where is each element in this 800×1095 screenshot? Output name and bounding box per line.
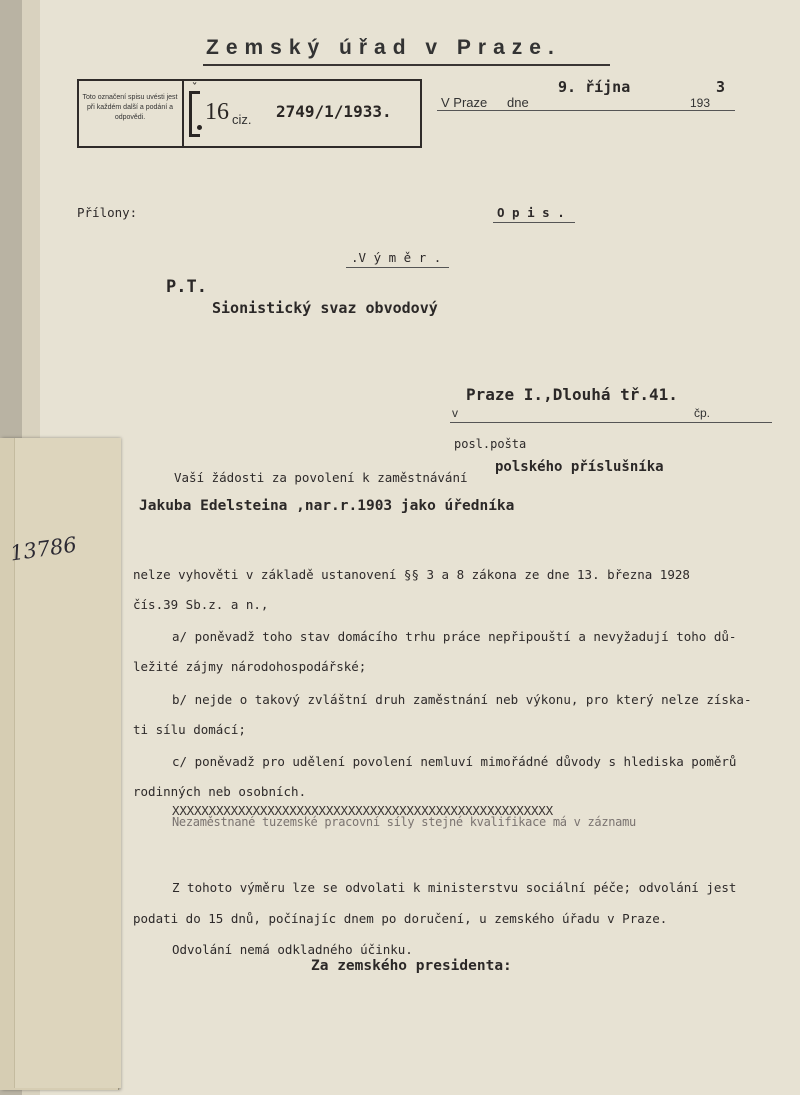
body-point-a2: ležité zájmy národohospodářské;: [133, 659, 367, 674]
date-day-month: 9. října: [558, 78, 631, 96]
file-reference: 2749/1/1933.: [276, 102, 392, 121]
title-underline: [203, 64, 610, 66]
body-point-c2: rodinných neb osobních.: [133, 784, 307, 799]
body-point-b2: ti sílu domácí;: [133, 722, 246, 737]
box-note: Toto označení spisu uvésti jest při každém další a podání a odpovědi.: [82, 94, 178, 121]
file-suffix: ciz.: [232, 112, 252, 127]
document-page: [22, 0, 800, 1095]
body-line1-lead: Vaší žádosti za povolení k zaměstnávání: [174, 470, 468, 485]
box-divider: [182, 81, 184, 146]
body-line1-fill: polského příslušníka: [495, 459, 664, 475]
street-line: [450, 422, 772, 423]
enclosures-label: Přílony:: [77, 205, 138, 220]
decision-underline: [346, 267, 449, 268]
copy-underline: [493, 222, 575, 223]
office-title: Zemský úřad v Praze.: [206, 36, 561, 59]
date-line: [437, 110, 735, 111]
appeal-line2: podati do 15 dnů, počínajíc dnem po doručení, u zemského úřadu v Praze.: [133, 911, 668, 926]
recipient: Sionistický svaz obvodový: [212, 299, 438, 317]
body-point-b1: b/ nejde o takový zvláštní druh zaměstnání neb výkonu, pro který nelze získa-: [172, 692, 752, 707]
street-prefix: v: [452, 406, 458, 420]
signature-line: Za zemského presidenta:: [311, 958, 512, 974]
bracket-mark: [189, 91, 200, 137]
file-reference-box: [77, 79, 422, 148]
decision-title: .V ý m ě r .: [351, 250, 442, 265]
struck-overtype: XXXXXXXXXXXXXXXXXXXXXXXXXXXXXXXXXXXXXXXXXXXXXXXXXXXX: [172, 803, 553, 818]
date-year-digit: 3: [716, 78, 726, 96]
place-label: V Praze: [441, 95, 488, 110]
dot-mark: [197, 125, 202, 130]
body-line4: čís.39 Sb.z. a n.,: [133, 597, 269, 612]
date-label: dne: [507, 95, 529, 110]
cp-label: čp.: [694, 406, 711, 420]
body-point-c1: c/ poněvadž pro udělení povolení nemluví mimořádné důvody s hlediska poměrů: [172, 754, 737, 769]
no-suspensive-effect: Odvolání nemá odkladného účinku.: [172, 942, 413, 957]
street-address: Praze I.,Dlouhá tř.41.: [466, 385, 678, 404]
margin-handwritten-number: 13786: [8, 532, 79, 566]
salutation: P.T.: [166, 277, 207, 297]
post-label: posl.pošta: [454, 437, 527, 451]
appeal-line1: Z tohoto výměru lze se odvolati k ministerstvu sociální péče; odvolání jest: [172, 880, 737, 895]
year-prefix: 193: [690, 96, 711, 110]
struck-line-text: Nezaměstnané tuzemské pracovní síly stejné kvalifikace má v záznamu: [172, 815, 636, 829]
body-line2-fill: Jakuba Edelsteina ,nar.r.1903 jako úředníka: [139, 498, 515, 514]
file-prefix: 16: [205, 99, 229, 125]
body-line3: nelze vyhověti v základě ustanovení §§ 3 a 8 zákona ze dne 13. března 1928: [133, 567, 690, 582]
body-point-a1: a/ poněvadž toho stav domácího trhu práce nepřipouští a nevyžadují toho dů-: [172, 629, 737, 644]
caron-mark: ˇ: [191, 81, 199, 95]
copy-label: O p i s .: [497, 205, 565, 220]
